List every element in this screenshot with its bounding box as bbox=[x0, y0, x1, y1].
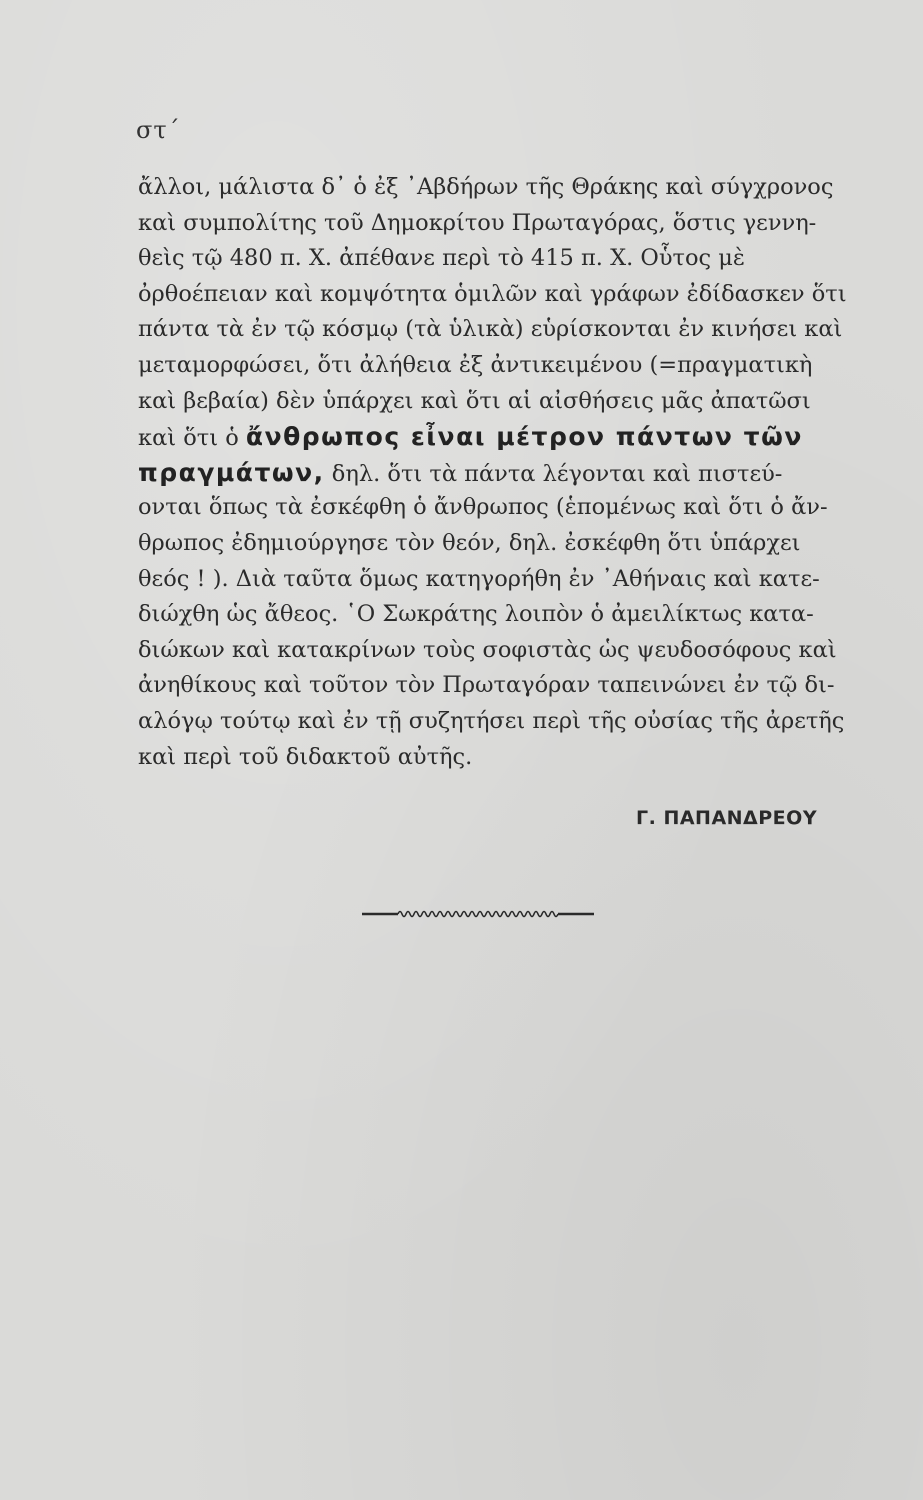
text-line: πάντα τὰ ἐν τῷ κόσμῳ (τὰ ὑλικὰ) εὑρίσκονται ἐν κινήσει καὶ bbox=[138, 316, 843, 343]
text-line-start: καὶ ὅτι ὁ bbox=[138, 425, 246, 452]
text-line: θρωπος ἐδημιούργησε τὸν θεόν, δηλ. ἐσκέφθη ὅτι ὑπάρχει bbox=[138, 529, 801, 556]
page-number: στ΄ bbox=[136, 116, 181, 144]
text-line bbox=[138, 455, 850, 491]
emphasized-quote: ἄνθρωπος εἶναι μέτρον πάντων τῶν bbox=[245, 422, 803, 452]
emphasized-quote-end: πραγμάτων, bbox=[138, 457, 325, 487]
text-line: θεὶς τῷ 480 π. Χ. ἀπέθανε περὶ τὸ 415 π. Χ. Οὗτος μὲ bbox=[138, 245, 745, 272]
text-line bbox=[138, 419, 850, 455]
text-line: ἄλλοι, μάλιστα δ᾽ ὁ ἐξ ᾽Αβδήρων τῆς Θράκης καὶ σύγχρονος bbox=[138, 174, 834, 200]
text-line: θεός ! ). Διὰ ταῦτα ὅμως κατηγορήθη ἐν ᾽Αθήναις καὶ κατε- bbox=[138, 565, 820, 592]
text-line: καὶ περὶ τοῦ διδακτοῦ αὐτῆς. bbox=[138, 743, 473, 770]
text-line-rest: δηλ. ὅτι τὰ πάντα λέγονται καὶ πιστεύ- bbox=[324, 460, 783, 487]
text-line: διώχθη ὡς ἄθεος. ῾Ο Σωκράτης λοιπὸν ὁ ἀμειλίκτως κατα- bbox=[138, 601, 814, 628]
wavy-divider-ornament bbox=[362, 906, 594, 922]
text-line: διώκων καὶ κατακρίνων τοὺς σοφιστὰς ὡς ψευδοσόφους καὶ bbox=[138, 636, 837, 663]
text-line: ἀνηθίκους καὶ τοῦτον τὸν Πρωταγόραν ταπεινώνει ἐν τῷ δι- bbox=[138, 672, 835, 699]
text-line: καὶ συμπολίτης τοῦ Δημοκρίτου Πρωταγόρας, ὅστις γεννη- bbox=[138, 209, 817, 236]
text-line: καὶ βεβαία) δὲν ὑπάρχει καὶ ὅτι αἱ αἰσθήσεις μᾶς ἀπατῶσι bbox=[138, 387, 811, 414]
author-signature: Γ. ΠΑΠΑΝΔΡΕΟΥ bbox=[636, 807, 818, 829]
text-line: ονται ὅπως τὰ ἐσκέφθη ὁ ἄνθρωπος (ἑπομένως καὶ ὅτι ὁ ἄν- bbox=[138, 494, 828, 521]
text-line: αλόγῳ τούτῳ καὶ ἐν τῇ συζητήσει περὶ τῆς οὐσίας τῆς ἀρετῆς bbox=[138, 707, 845, 734]
text-line: ὀρθοέπειαν καὶ κομψότητα ὁμιλῶν καὶ γράφων ἐδίδασκεν ὅτι bbox=[138, 280, 847, 307]
text-line: μεταμορφώσει, ὅτι ἀλήθεια ἐξ ἀντικειμένου (=πραγματικὴ bbox=[138, 351, 813, 378]
body-text bbox=[138, 170, 850, 775]
